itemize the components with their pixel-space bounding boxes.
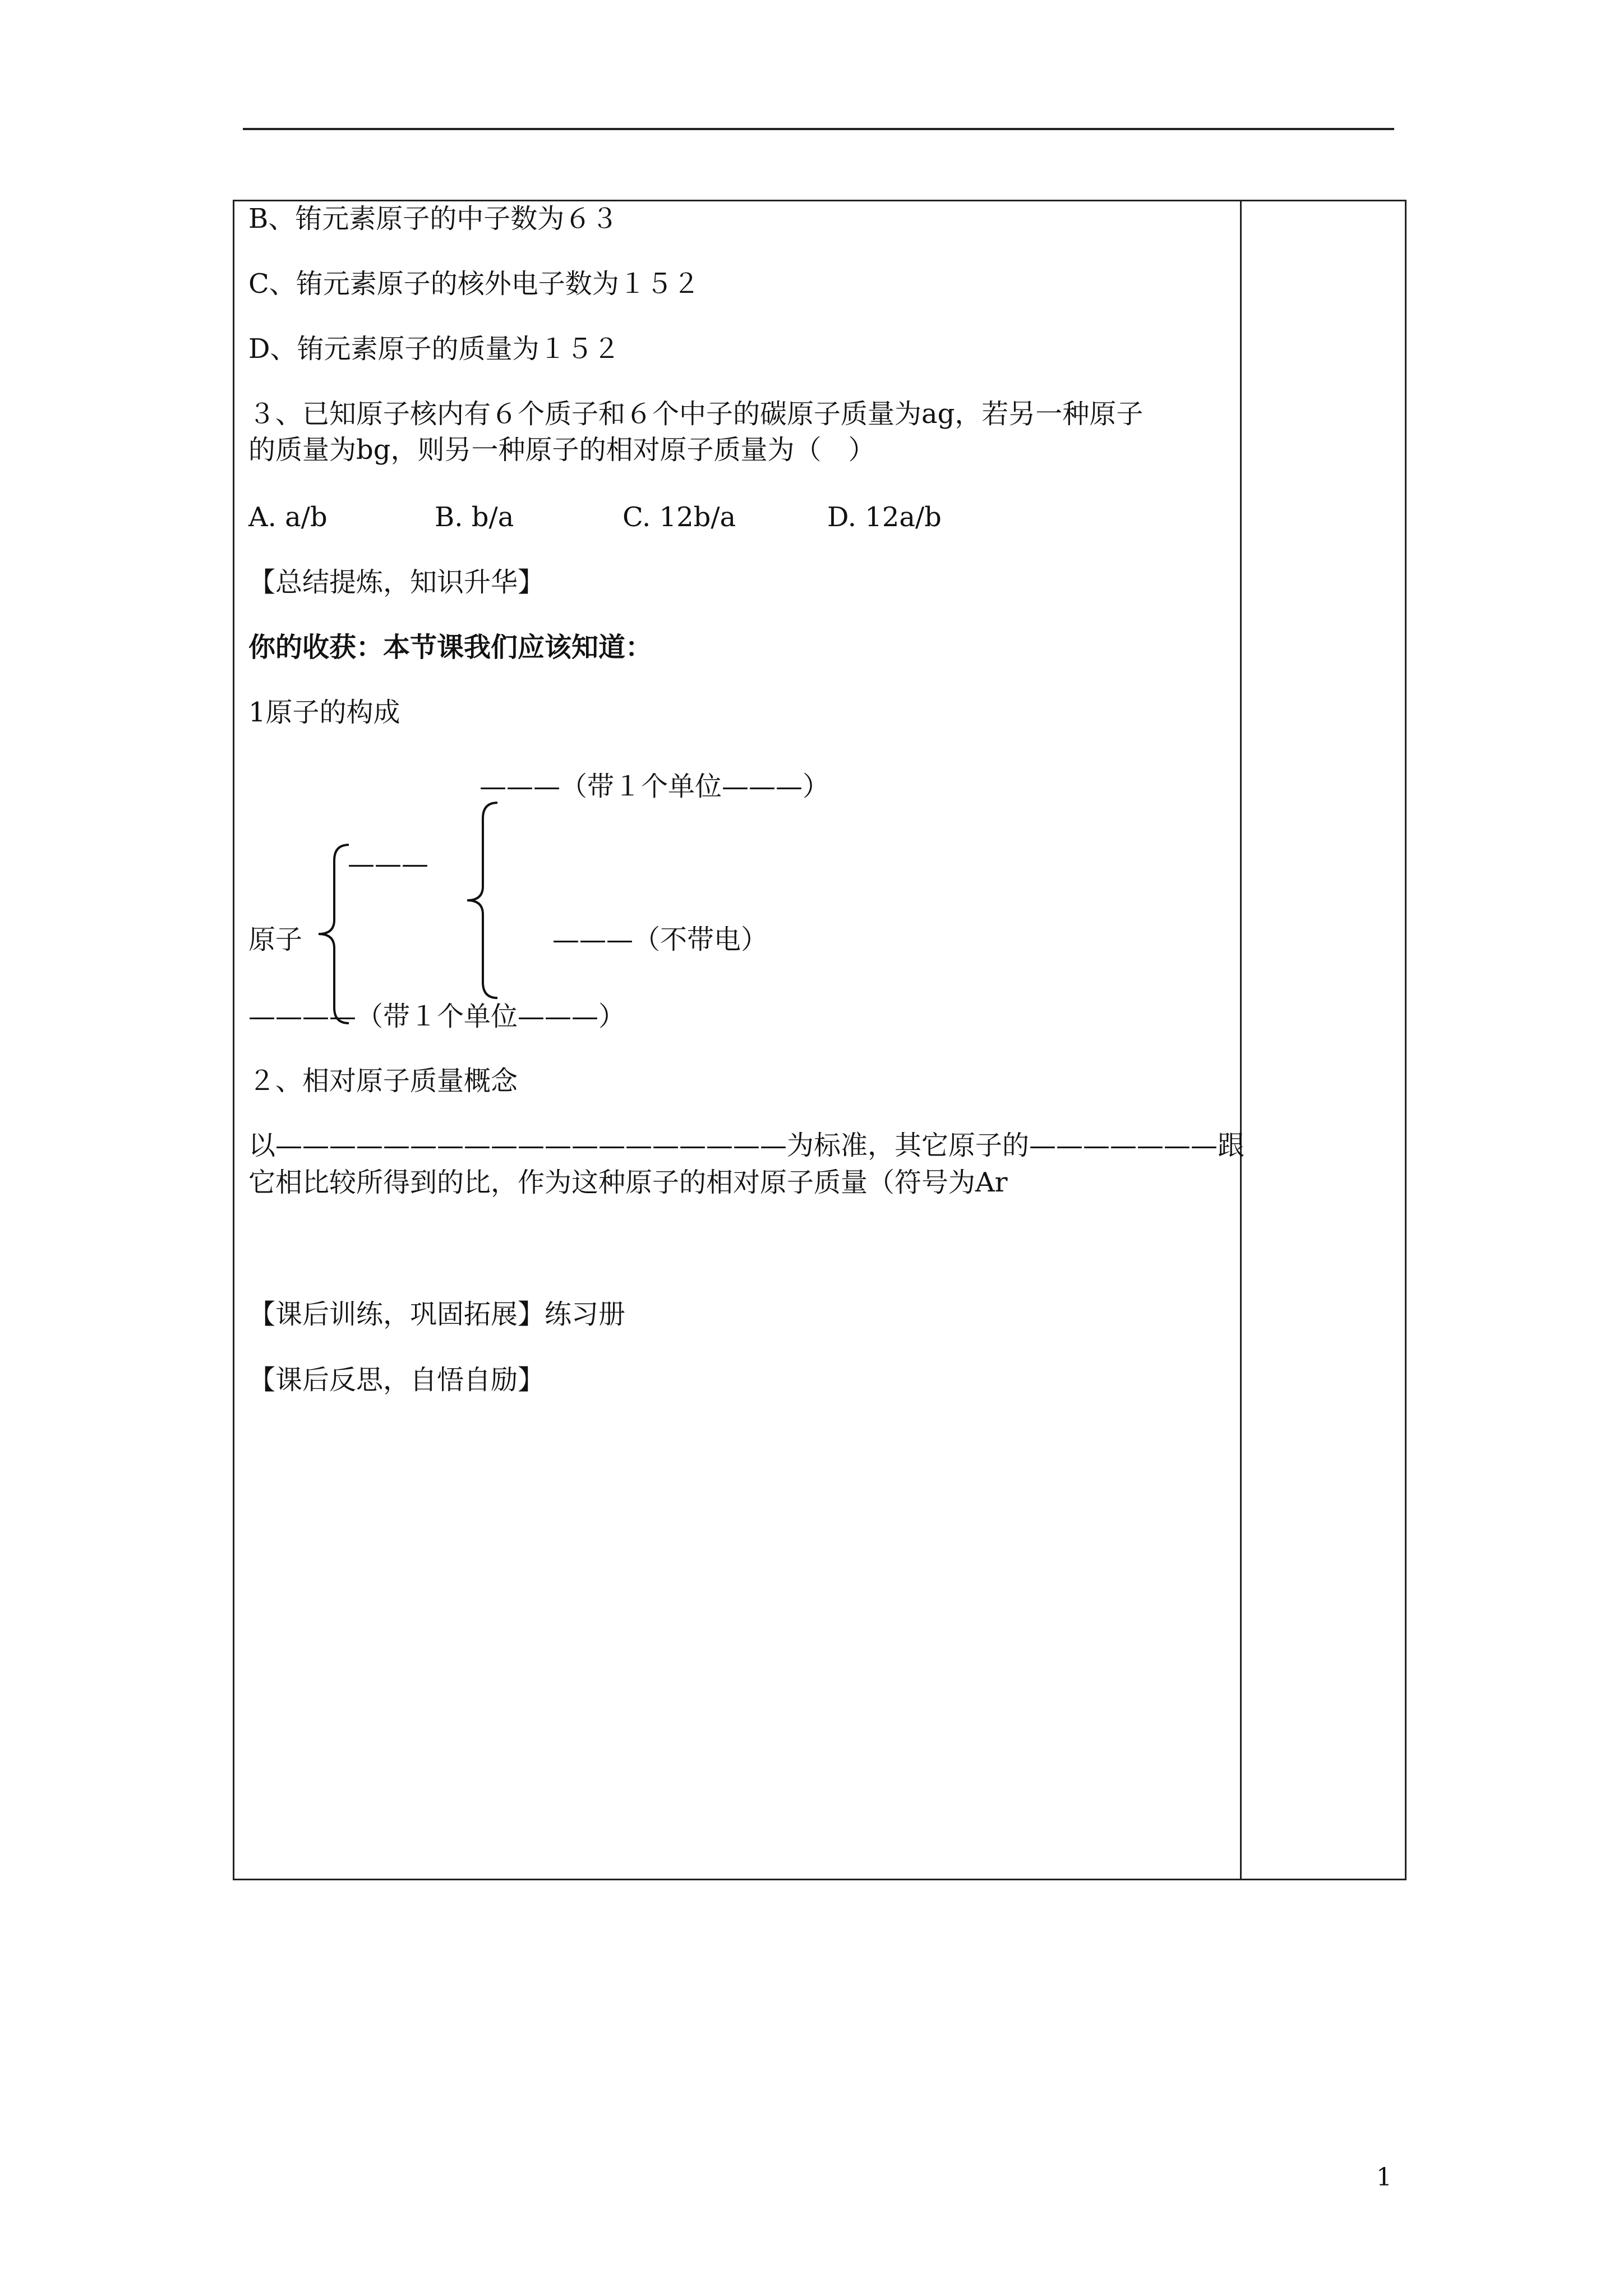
question-3-choice-c: C. 12b/a xyxy=(623,501,736,533)
concept-line-2: 它相比较所得到的比，作为这种原子的相对原子质量（符号为Ar xyxy=(248,1167,1008,1198)
harvest-heading: 你的收获：本节课我们应该知道： xyxy=(248,632,653,663)
question-3-choice-d: D. 12a/b xyxy=(827,501,942,533)
question-3-line-2: 的质量为bg，则另一种原子的相对原子质量为（ ） xyxy=(248,434,875,466)
item-1-title: 1原子的构成 xyxy=(248,697,400,728)
header-rule xyxy=(243,128,1394,130)
diagram-nucleus-blank: ——— xyxy=(348,848,428,880)
summary-heading: 【总结提炼，知识升华】 xyxy=(248,567,545,598)
table-column-divider xyxy=(1240,200,1242,1880)
concept-line-1: 以———————————————————为标准，其它原子的———————跟 xyxy=(248,1130,1245,1161)
question-3-choice-a: A. a/b xyxy=(248,501,328,533)
question-3-choice-b: B. b/a xyxy=(435,501,514,533)
diagram-bottom-line: ————（带１个单位———） xyxy=(248,1001,626,1032)
option-d: D、铕元素原子的质量为１５２ xyxy=(248,333,620,365)
diagram-atom-label: 原子 xyxy=(248,924,303,955)
nucleus-brace xyxy=(463,799,502,1001)
item-2-title: ２、相对原子质量概念 xyxy=(248,1065,518,1097)
practice-heading: 【课后训练，巩固拓展】练习册 xyxy=(248,1299,626,1330)
question-3-line-1: ３、已知原子核内有６个质子和６个中子的碳原子质量为ag，若另一种原子 xyxy=(248,398,1144,430)
atom-brace xyxy=(314,841,353,1027)
reflection-heading: 【课后反思，自悟自励】 xyxy=(248,1364,545,1396)
page-number: 1 xyxy=(1376,2163,1392,2192)
diagram-top-line: ———（带１个单位———） xyxy=(479,771,830,802)
option-b: B、铕元素原子的中子数为６３ xyxy=(248,203,619,234)
option-c: C、铕元素原子的核外电子数为１５２ xyxy=(248,268,700,300)
diagram-neutron-line: ———（不带电） xyxy=(552,924,768,955)
